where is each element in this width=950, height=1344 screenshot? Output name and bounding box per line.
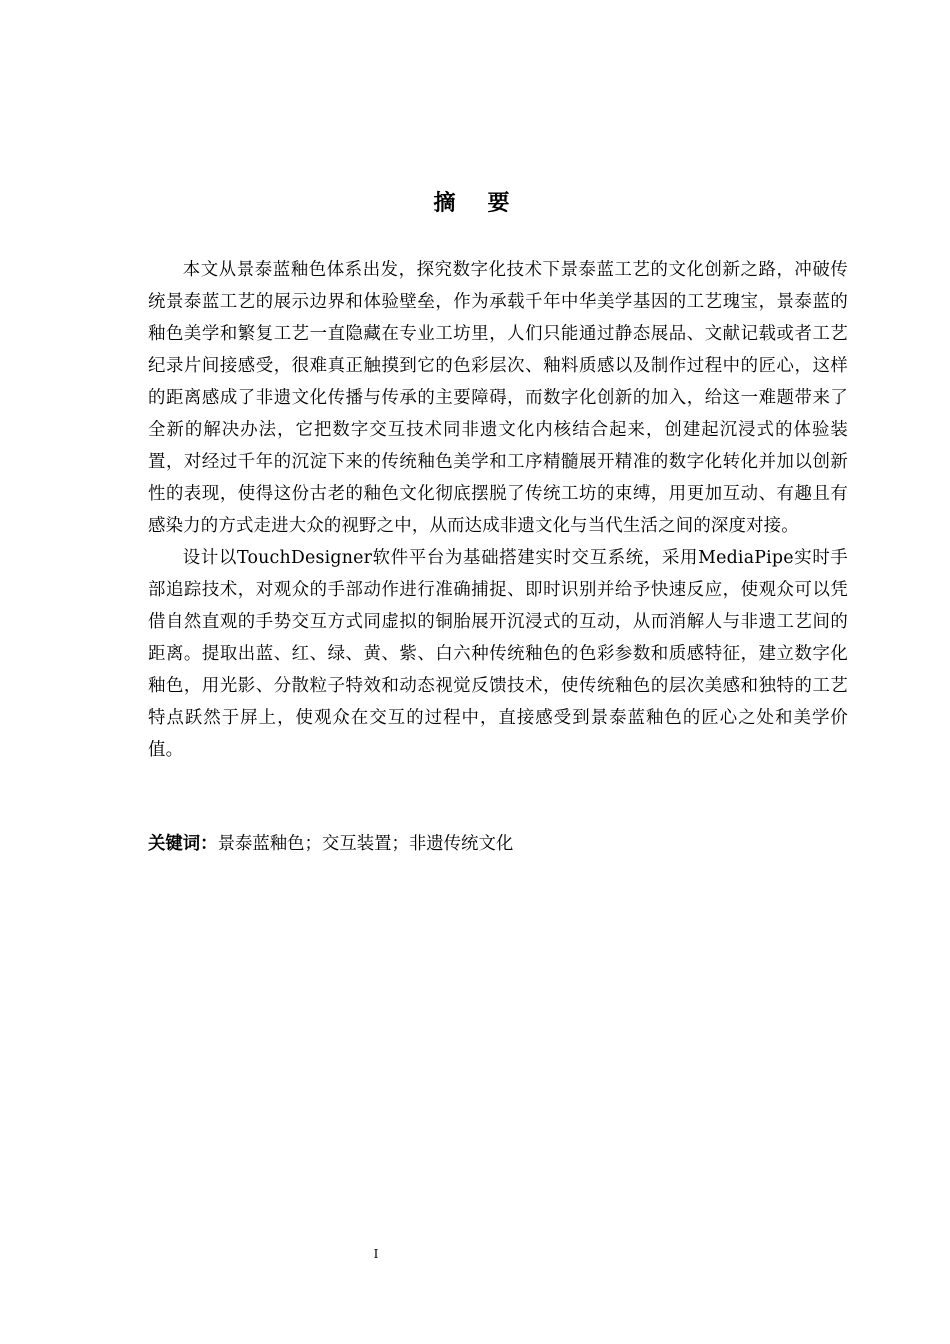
abstract-paragraph: 设计以TouchDesigner软件平台为基础搭建实时交互系统，采用MediaPipe实时手部追踪技术，对观众的手部动作进行准确捕捉、即时识别并给予快速反应，使观众可以凭借自然直观的手势交互方式同虚拟的铜胎展开沉浸式的互动，从而消解人与非遗工艺间的距离。提取出蓝、红、绿、黄、紫、白六种传统釉色的色彩参数和质感特征，建立数字化釉色，用光影、分散粒子特效和动态视觉反馈技术，使传统釉色的层次美感和独特的工艺特点跃然于屏上，使观众在交互的过程中，直接感受到景泰蓝釉色的匠心之处和美学价值。 [148, 548, 848, 760]
page-number: I [373, 1247, 379, 1261]
abstract-title: 摘要 [433, 191, 542, 216]
keywords-line [148, 828, 848, 860]
keywords-text: 景泰蓝釉色；交互装置；非遗传统文化 [217, 834, 514, 854]
abstract-body [148, 254, 848, 766]
abstract-paragraph: 本文从景泰蓝釉色体系出发，探究数字化技术下景泰蓝工艺的文化创新之路，冲破传统景泰蓝工艺的展示边界和体验壁垒，作为承载千年中华美学基因的工艺瑰宝，景泰蓝的釉色美学和繁复工艺一直隐藏在专业工坊里，人们只能通过静态展品、文献记载或者工艺纪录片间接感受，很难真正触摸到它的色彩层次、釉料质感以及制作过程中的匠心，这样的距离感成了非遗文化传播与传承的主要障碍，而数字化创新的加入，给这一难题带来了全新的解决办法，它把数字交互技术同非遗文化内核结合起来，创建起沉浸式的体验装置，对经过千年的沉淀下来的传统釉色美学和工序精髓展开精准的数字化转化并加以创新性的表现，使得这份古老的釉色文化彻底摆脱了传统工坊的束缚，用更加互动、有趣且有感染力的方式走进大众的视野之中，从而达成非遗文化与当代生活之间的深度对接。 [148, 260, 848, 536]
keywords-label: 关键词： [148, 834, 218, 854]
